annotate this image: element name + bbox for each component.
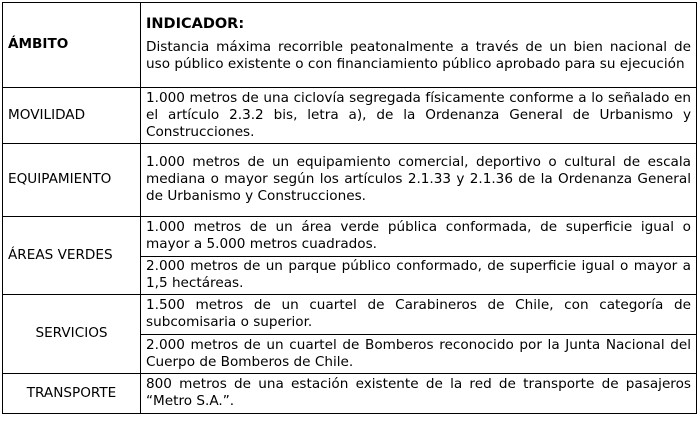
indicador-movilidad: 1.000 metros de una ciclovía segregada físicamente conforme a lo señalado en el artículo 2.3.2 bis, letra a), de la Ordenanza General de Urbanismo y Construcciones. — [141, 88, 697, 144]
table-row-equipamiento — [3, 144, 697, 217]
ambito-areas-verdes: ÁREAS VERDES — [3, 217, 141, 295]
indicator-table — [2, 2, 697, 414]
ambito-equipamiento: EQUIPAMIENTO — [3, 144, 141, 217]
indicador-servicios-2: 2.000 metros de un cuartel de Bomberos reconocido por la Junta Nacional del Cuerpo de Bomberos de Chile. — [141, 335, 697, 374]
indicador-header: INDICADOR: — [146, 16, 245, 32]
ambito-header: ÁMBITO — [3, 3, 141, 88]
ambito-servicios: SERVICIOS — [3, 295, 141, 374]
indicador-areas-verdes-2: 2.000 metros de un parque público conformado, de superficie igual o mayor a 1,5 hectáreas. — [141, 257, 697, 295]
ambito-movilidad: MOVILIDAD — [3, 88, 141, 144]
indicador-servicios-1: 1.500 metros de un cuartel de Carabineros de Chile, con categoría de subcomisaria o superior. — [141, 295, 697, 335]
table-row-areas-verdes-1 — [3, 217, 697, 257]
indicador-areas-verdes-1: 1.000 metros de un área verde pública conformada, de superficie igual o mayor a 5.000 metros cuadrados. — [141, 217, 697, 257]
table-row-servicios-1 — [3, 295, 697, 335]
indicador-equipamiento: 1.000 metros de un equipamiento comercial, deportivo o cultural de escala mediana o mayor según los artículos 2.1.33 y 2.1.36 de la Ordenanza General de Urbanismo y Construcciones. — [141, 144, 697, 217]
indicador-transporte: 800 metros de una estación existente de la red de transporte de pasajeros “Metro S.A.”. — [141, 374, 697, 414]
indicador-description: Distancia máxima recorrible peatonalmente a través de un bien nacional de uso público existente o con financiamiento público aprobado para su ejecución — [146, 39, 691, 72]
table-row-movilidad — [3, 88, 697, 144]
ambito-transporte: TRANSPORTE — [3, 374, 141, 414]
header-row — [3, 3, 697, 88]
indicador-header-cell — [141, 3, 697, 88]
table-row-transporte — [3, 374, 697, 414]
